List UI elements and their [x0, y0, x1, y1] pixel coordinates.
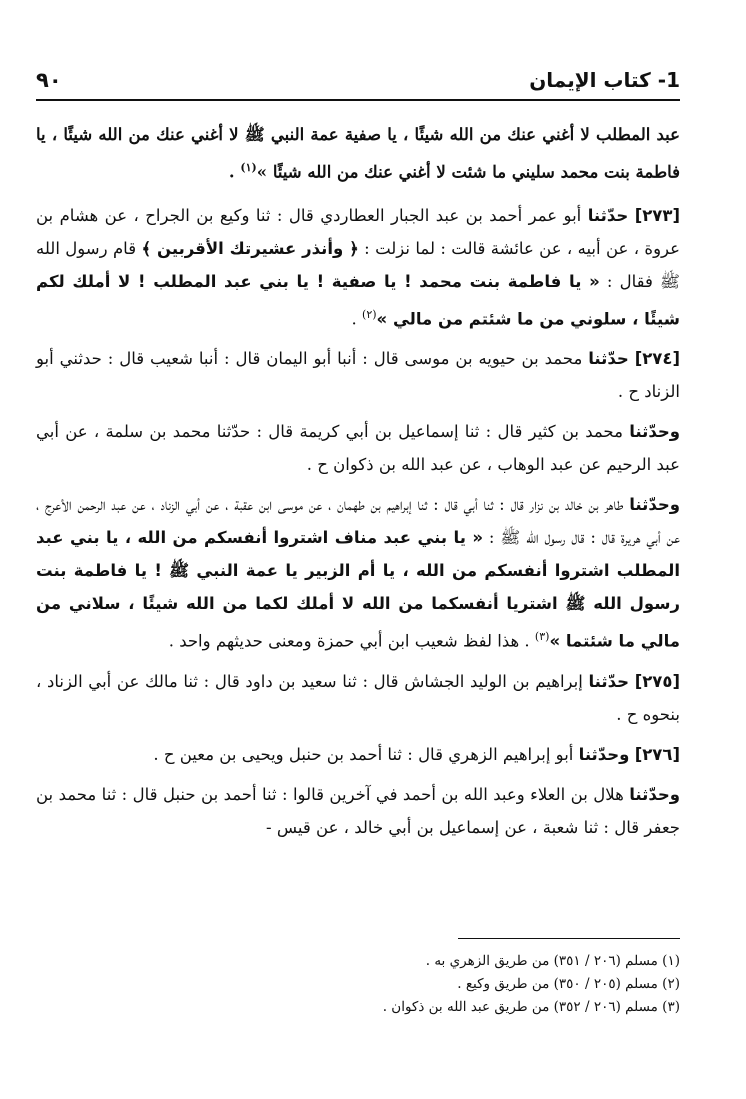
hadith-number: [٢٧٦]: [634, 744, 680, 764]
wa-haddathana: وحدّثنا: [629, 495, 680, 514]
hadith-quote: « يا بني عبد مناف اشتروا أنفسكم من الله ، يا بني عبد المطلب اشتروا أنفسكم من الله ، يا أم الزبير يا عمة النبي ﷺ ! يا فاطمة بنت رسول الله ﷺ اشتريا أنفسكما من الله لا أملك لكما من الله شيئًا ، سلاني من مالي ما شئتما »: [36, 528, 680, 651]
wa-haddathana: وحدّثنا: [629, 422, 680, 441]
page-number: ٩٠: [36, 68, 62, 92]
footnotes: [36, 950, 680, 1019]
paragraph-continuation: [36, 118, 680, 189]
hadith-quote: « يا فاطمة بنت محمد ! يا صفية ! يا بني عبد المطلب ! لا أملك لكم شيئًا ، سلوني من ما شئتم من مالي »: [36, 271, 680, 328]
sentence-end: .: [228, 162, 241, 182]
continuation-text: عبد المطلب لا أغني عنك من الله شيئًا ، يا صفية عمة النبي ﷺ لا أغني عنك من الله شيئًا ، يا فاطمة بنت محمد سليني ما شئت لا أغني عنك من الله شيئًا »: [36, 125, 680, 182]
haddathana: حدّثنا: [587, 205, 629, 225]
quran-verse: ﴿ وأنذر عشيرتك الأقربين ﴾: [141, 238, 359, 258]
remark: . هذا لفظ شعيب ابن أبي حمزة ومعنى حديثهم واحد .: [168, 631, 535, 651]
hadith-274-chain-3: [36, 488, 680, 658]
hadith-number: [٢٧٤]: [634, 349, 680, 368]
haddathana: حدّثنا: [588, 349, 629, 368]
isnad: أبو إبراهيم الزهري قال : ثنا أحمد بن حنبل ويحيى بن معين ح .: [153, 744, 579, 764]
isnad: هلال بن العلاء وعبد الله بن أحمد في آخرين قالوا : ثنا أحمد بن حنبل قال : ثنا محمد بن جعفر قال : ثنا شعبة ، عن إسماعيل بن أبي خالد ، عن قيس -: [36, 784, 680, 837]
footnote-ref: (٣): [534, 630, 550, 643]
narration: قام رسول الله ﷺ فقال :: [36, 238, 680, 291]
hadith-number: [٢٧٣]: [634, 205, 680, 225]
footnote-ref: (٢): [362, 307, 377, 321]
header-rule: [36, 99, 680, 101]
isnad: محمد بن حيويه بن موسى قال : أنبا أبو اليمان قال : أنبا شعيب قال : حدثني أبو الزناد ح .: [36, 349, 680, 401]
hadith-274-chain-2: [36, 415, 680, 481]
footnote-rule: [458, 938, 680, 939]
haddathana: حدّثنا: [588, 671, 630, 691]
hadith-275: [36, 665, 680, 731]
hadith-276: [36, 738, 680, 771]
wa-haddathana: وحدّثنا: [578, 744, 630, 764]
footnote-3: (٣) مسلم (٢٠٦ / ٣٥٢) من طريق عبد الله بن ذكوان .: [382, 999, 680, 1015]
chapter-title: 1- كتاب الإيمان: [529, 68, 680, 92]
wa-haddathana: وحدّثنا: [629, 784, 680, 804]
sentence-end: .: [351, 309, 363, 328]
hadith-276-chain-2: [36, 778, 680, 844]
hadith-274: [36, 342, 680, 408]
hadith-273: [36, 199, 680, 336]
isnad: طاهر بن خالد بن نزار قال : ثنا أبي قال : ثنا إبراهيم بن طهمان ، عن موسى ابن عقبة ، عن أبي الزناد ، عن عبد الرحمن الأعرج ، عن أبي هريرة قال : قال رسول الله ﷺ :: [36, 495, 681, 547]
footnote-2: (٢) مسلم (٢٠٥ / ٣٥٠) من طريق وكيع .: [457, 976, 680, 992]
page-header: [36, 62, 680, 98]
main-text: [36, 118, 680, 851]
footnote-1: (١) مسلم (٢٠٦ / ٣٥١) من طريق الزهري به .: [425, 953, 680, 969]
isnad: محمد بن كثير قال : ثنا إسماعيل بن أبي كريمة قال : حدّثنا محمد بن سلمة ، عن أبي عبد الرحيم عن عبد الوهاب ، عن عبد الله بن ذكوان ح .: [36, 422, 680, 474]
hadith-number: [٢٧٥]: [634, 671, 680, 691]
isnad: إبراهيم بن الوليد الجشاش قال : ثنا سعيد بن داود قال : ثنا مالك عن أبي الزناد ، بنحوه ح .: [36, 671, 680, 724]
isnad: أبو عمر أحمد بن عبد الجبار العطاردي قال : ثنا وكيع بن الجراح ، عن هشام بن عروة ، عن أبيه ، عن عائشة قالت : لما نزلت :: [36, 205, 680, 258]
footnote-ref: (١): [240, 161, 257, 174]
